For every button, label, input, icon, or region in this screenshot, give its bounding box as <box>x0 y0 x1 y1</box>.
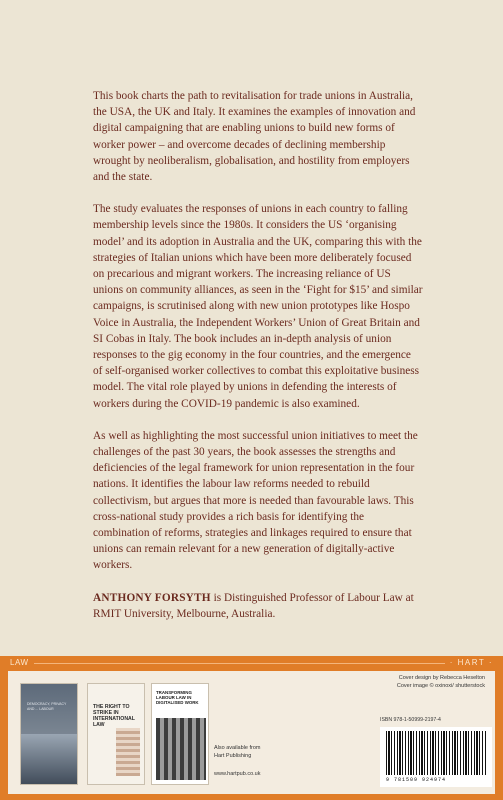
also-available-text: Also available from Hart Publishing <box>214 745 261 759</box>
publisher-website: www.hartpub.co.uk <box>214 771 261 777</box>
back-cover-blurb <box>93 88 423 638</box>
cover-credits <box>397 675 485 690</box>
related-book-image-1 <box>21 734 78 785</box>
blurb-paragraph-3: As well as highlighting the most successful union initiatives to meet the challenges of the past 30 years, the book assesses the strengths and deficiencies of the legal framework for union representation in the four nations. It identifies the labour law reforms needed to rebuild collectivism, but argues that more is needed than favourable laws. This cross-national study provides a rich basis for identifying the combination of reforms, strategies and linkages required to ensure that unions can remain relevant for a new generation of digitally-active workers. <box>93 429 418 572</box>
author-bio <box>93 590 423 622</box>
barcode-box <box>380 727 492 787</box>
related-book-image-3 <box>156 718 206 780</box>
related-book-image-2 <box>116 728 140 776</box>
related-book-title-1: DEMOCRACY, PRIVACY AND ... LABOUR <box>27 702 67 711</box>
barcode <box>386 731 486 775</box>
related-book-cover-3 <box>151 683 209 785</box>
related-book-title-3: TRANSFORMING LABOUR LAW IN DIGITALISED WORK <box>156 690 199 705</box>
header-divider <box>34 663 445 664</box>
publisher-panel <box>0 656 503 800</box>
category-label: LAW <box>10 658 29 667</box>
related-book-cover-1 <box>20 683 78 785</box>
author-bio-text: is Distinguished Professor of Labour Law at RMIT University, Melbourne, Australia. <box>93 591 414 620</box>
blurb-paragraph-1: This book charts the path to revitalisation for trade unions in Australia, the USA, the UK and Italy. It examines the examples of innovation and digital campaigning that are enabling unions to build new forms of worker power – and overcome decades of declining membership wrought by neoliberalism, globalisation, and hostility from employers and the state. <box>93 90 416 184</box>
author-name: ANTHONY FORSYTH <box>93 591 211 604</box>
cover-image-credit: Cover image © oxinoxi/ shutterstock <box>396 682 485 689</box>
related-book-title-2: THE RIGHT TO STRIKE IN INTERNATIONAL LAW <box>93 704 135 728</box>
isbn-label: ISBN 978-1-50999-2197-4 <box>380 717 441 723</box>
inner-panel <box>8 671 495 794</box>
panel-header <box>0 656 503 670</box>
barcode-number: 9 781509 924974 <box>386 777 447 783</box>
publisher-mark: · HART · <box>449 658 493 667</box>
related-book-cover-2 <box>87 683 145 785</box>
blurb-paragraph-2: The study evaluates the responses of unions in each country to falling membership levels since the 1980s. It considers the US ‘organising model’ and its adoption in Australia and the UK, comparing this with the strategies of Italian unions which have been more deliberately focused on precarious and migrant workers. The increasing reliance of US unions on community alliances, as seen in the ‘Fight for $15’ and similar campaigns, is scrutinised along with new union prototypes like Hospo Voice in Australia, the Independent Workers’ Union of Great Britain and SI Cobas in Italy. The book includes an in-depth analysis of union responses to the gig economy in the four countries, and the emergence of self-organised worker collectives to combat this exploitative business model. The vital role played by unions in defending the interests of workers during the COVID-19 pandemic is also examined. <box>93 203 423 410</box>
cover-design-credit: Cover design by Rebecca Heselton <box>398 675 485 681</box>
